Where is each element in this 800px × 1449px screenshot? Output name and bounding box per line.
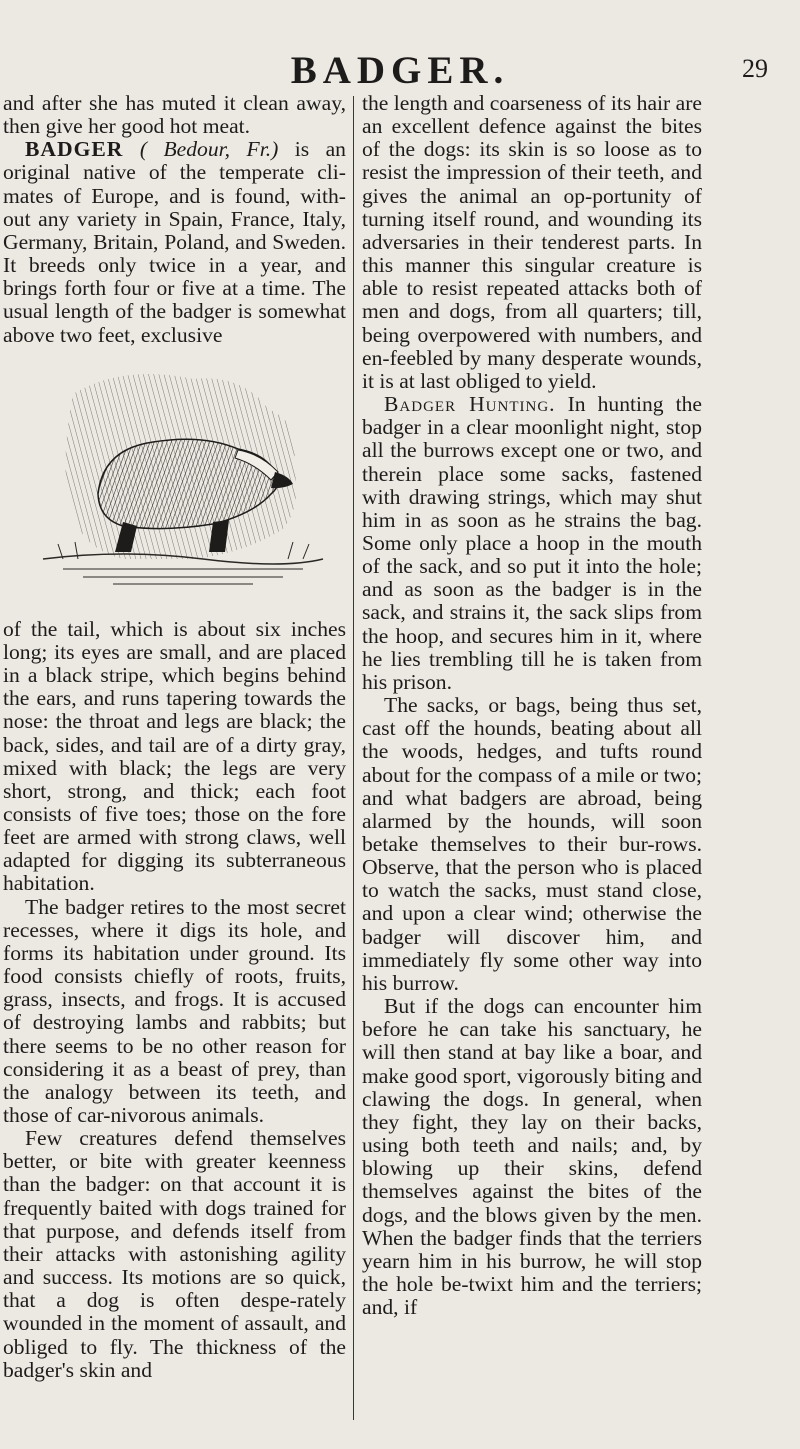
paragraph: But if the dogs can encounter him before he can take his sanctuary, he will then stand at bay like a boar, and make good sport, vigorously biting and clawing the dogs. In general, when they fight, they lay on their backs, using both teeth and nails; and, by blowing up their skins, defend themselves against the bites of the dogs, and the blows given by the men. When the badger finds that the terriers yearn him in his burrow, he will stop the hole be-twixt him and the terriers; and, if <box>362 994 702 1320</box>
paragraph: the length and coarseness of its hair are an excellent defence against the bites of the dogs: its skin is so loose as to resist the impression of their teeth, and gives the animal an op-portunity of turning itself round, and wounding its adversaries in their tenderest parts. In this manner this singular creature is able to resist repeated attacks both of men and dogs, from all quarters; till, being overpowered with numbers, and en-feebled by many desperate wounds, it is at last obliged to yield. <box>362 91 702 393</box>
paragraph: The badger retires to the most secret recesses, where it digs its hole, and forms its habitation under ground. Its food consists chiefly of roots, fruits, grass, insects, and frogs. It is accused of destroying lambs and rabbits; but there seems to be no other reason for considering it as a beast of prey, than the analogy between its teeth, and those of car-nivorous animals. <box>3 894 346 1127</box>
page-number: 29 <box>742 54 768 83</box>
badger-hunting-paragraph <box>362 393 702 694</box>
column-divider <box>353 96 354 1420</box>
running-title: BADGER. <box>290 49 510 92</box>
entry-term: BADGER <box>25 137 124 162</box>
right-column <box>362 92 702 1319</box>
entry-etymology: ( Bedour, Fr.) <box>139 137 279 162</box>
badger-entry-paragraph <box>3 138 346 346</box>
paragraph: and after she has muted it clean away, then give her good hot meat. <box>3 91 346 139</box>
section-text: In hunting the badger in a clear moonlight night, stop all the burrows except one or two, and therein place some sacks, fastened with drawing strings, which may shut him in as soon as he strains the bag. Some only place a hoop in the mouth of the sack, and so put it into the hole; and as soon as the badger is in the sack, and strains it, the sack slips from the hoop, and secures him in it, where he lies trembling till he is taken from his prison. <box>362 392 702 694</box>
badger-illustration <box>3 354 346 610</box>
section-term: Badger Hunting. <box>384 392 556 417</box>
paragraph: of the tail, which is about six inches long; its eyes are small, and are placed in a black stripe, which begins behind the ears, and runs tapering towards the nose: the throat and legs are black; the back, sides, and tail are of a dirty gray, mixed with black; the legs are very short, strong, and thick; each foot consists of five toes; those on the fore feet are armed with strong claws, well adapted for digging its subterraneous habitation. <box>3 616 346 896</box>
left-column <box>3 92 346 1382</box>
paragraph: Few creatures defend themselves better, or bite with greater keenness than the badger: on that account it is frequently baited with dogs trained for that purpose, and defends itself from their attacks with astonishing agility and success. Its motions are so quick, that a dog is often despe-rately wounded in the moment of assault, and obliged to fly. The thickness of the badger's skin and <box>3 1126 346 1382</box>
paragraph: The sacks, or bags, being thus set, cast off the hounds, beating about all the woods, hedges, and tufts round about for the compass of a mile or two; and what badgers are abroad, being alarmed by the hounds, will soon betake themselves to their bur-rows. Observe, that the person who is placed to watch the sacks, must stand close, and upon a clear wind; otherwise the badger will discover him, and immediately fly some other way into his burrow. <box>362 693 702 995</box>
entry-text: is an original native of the temperate cli-mates of Europe, and is found, with-out any variety in Spain, France, Italy, Germany, Britain, Poland, and Sweden. It breeds only twice in a year, and brings forth four or five at a time. The usual length of the badger is somewhat above two feet, exclusive <box>3 137 346 347</box>
